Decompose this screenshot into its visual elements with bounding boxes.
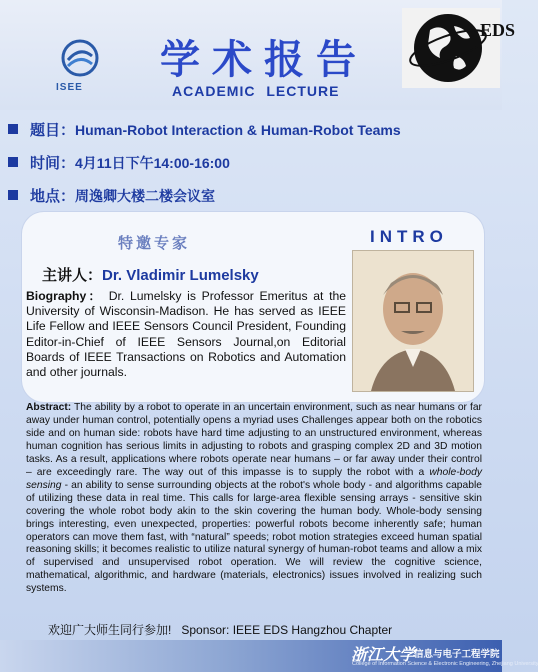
bio-text: Dr. Lumelsky is Professor Emeritus at the University of Wisconsin-Madison. He has served as IEEE Life Fellow and IEEE Sensors Council President, Founding Editor-in-Chief of IEEE Sensors Journal,on Editorial Boards of IEEE Transactions on Robotics and Automation and other journals. xyxy=(26,289,347,380)
bullet-square-icon xyxy=(8,190,18,200)
time-value: 4月11日下午14:00-16:00 xyxy=(75,155,230,171)
abstract-label: Abstract: xyxy=(26,402,72,413)
abstract-text-2: - an ability to sense surrounding objects at the robot's whole body - and algorithms capable of utilizing these data in real time. This calls for large-area flexible sensing arrays - sensitive skin covering the whole robot body akin to the skin covering the human body. Whole-body sensing brings interesting, even unexpected, properties: powerful robots become inherently safe; human operators can move them fast, with “natural” speeds; robot motion strategies exceed human spatial reasoning skills; it becomes realistic to utilize natural synergy of human-robot teams and allow a mix of supervised and unsupervised robot operation. We will review the cognitive science, mathematical, algorithmic, and hardware (materials, electronics) issues involved in realizing such systems. xyxy=(26,479,482,595)
sponsor-text: Sponsor: IEEE EDS Hangzhou Chapter xyxy=(181,623,393,637)
bullet-square-icon xyxy=(8,124,18,134)
speaker-line xyxy=(42,264,259,285)
abstract-italic: whole-body sensing xyxy=(26,466,482,491)
isee-logo-text: ISEE xyxy=(56,82,83,93)
time-label: 时间： xyxy=(30,155,76,172)
footer-line xyxy=(48,621,392,638)
bullet-square-icon xyxy=(8,157,18,167)
welcome-text: 欢迎广大师生同行参加! xyxy=(48,623,172,637)
isee-logo-icon xyxy=(58,38,102,88)
speaker-name: Dr. Vladimir Lumelsky xyxy=(102,267,259,284)
department-name: 信息与电子工程学院 xyxy=(414,649,500,660)
topic-row xyxy=(8,119,401,140)
department-name-en: College of Information Science & Electronic Engineering, Zhejiang University xyxy=(352,661,538,667)
special-guest-heading: 特邀专家 xyxy=(118,235,191,252)
biography xyxy=(26,289,346,380)
abstract xyxy=(26,402,482,596)
eds-globe-logo-icon xyxy=(402,8,516,88)
eds-logo-text: EDS xyxy=(480,20,516,40)
speaker-photo xyxy=(352,250,474,392)
page-subtitle: ACADEMIC LECTURE xyxy=(172,83,340,99)
location-value: 周逸卿大楼二楼会议室 xyxy=(75,188,216,204)
bio-label: Biography： xyxy=(26,289,104,303)
time-row xyxy=(8,152,230,173)
location-row xyxy=(8,185,215,206)
page-title: 学术报告 xyxy=(160,36,368,83)
abstract-text-1: The ability by a robot to operate in an uncertain environment, such as near humans or far away under human control, potentially opens a myriad uses Challenges appear both on the robotics side and on human side: robots have hard time adjusting to an unstructured environment, whereas human cognition has serious limits in adjusting to robots and grasping complex 2D and 3D motion tasks. As a result, applications where robots operate near humans – or far away under their control – are exceedingly rare. The way out of this impasse is to supply the robot with a xyxy=(26,402,482,478)
speaker-label: 主讲人： xyxy=(42,267,103,284)
intro-label: INTRO xyxy=(370,227,448,246)
topic-label: 题目： xyxy=(30,122,76,139)
location-label: 地点： xyxy=(30,188,76,205)
topic-value: Human-Robot Interaction & Human-Robot Teams xyxy=(75,122,401,138)
university-logo-text: 浙江大学 xyxy=(351,645,416,664)
